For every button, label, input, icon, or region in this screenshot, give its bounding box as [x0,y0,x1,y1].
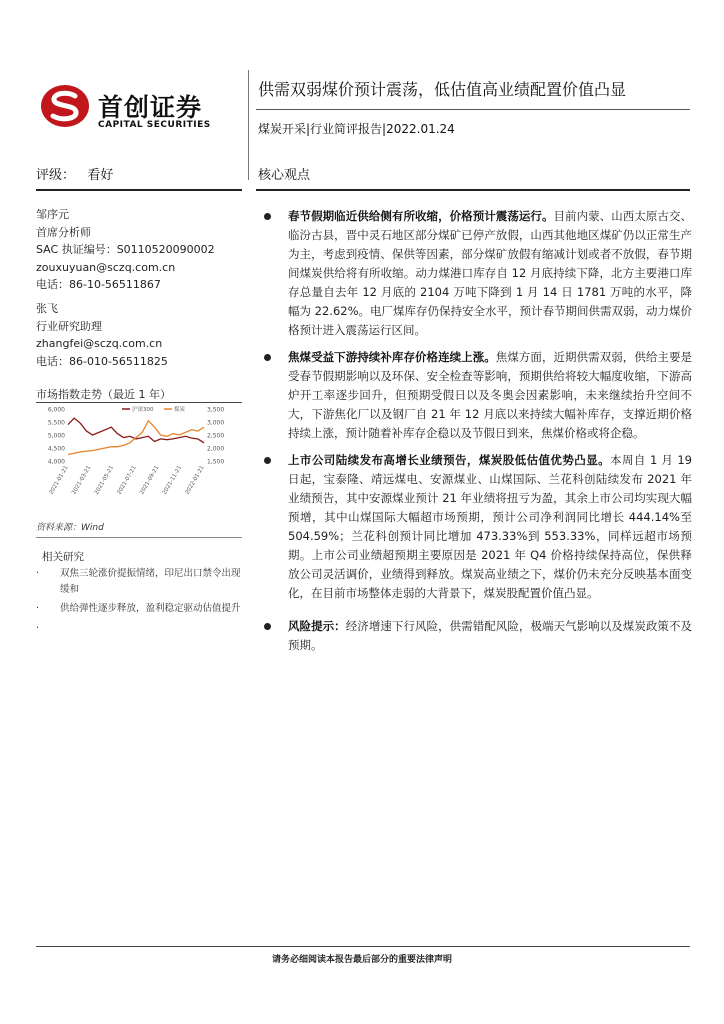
key-point-text: 焦煤方面，近期供需双弱，供给主要是受春节假期影响以及环保、安全检查等影响，预期供给将较大幅度收缩，下游高炉开工率逐步回升，但预期受假日以及冬奥会因素影响，未来继续抬升空间不大，下游焦化厂以及钢厂自 21 年 12 月底以来持续大幅补库存，支撑近期价格持续上涨，预计随着补库存企稳以及节假日到来，焦煤价格或将企稳。 [288,350,693,440]
risk-text: 经济增速下行风险，供需错配风险，极端天气影响以及煤炭政策不及预期。 [288,619,693,652]
right-axis-tick-label: 3,500 [207,406,225,414]
analyst-sac: SAC 执证编号：S0110520090002 [36,243,215,256]
key-point-text: 目前内蒙、山西太原古交、临汾古县，晋中灵石地区部分煤矿已停产放假，山西其他地区煤矿仍以正常生产为主，考虑到疫情、保供等因素，部分煤矿放假有缩减计划或者不放假，春节期间煤炭供给将有所收缩。动力煤港口库存自 12 月底持续下降，北方主要港口库存总量自去年 12 月底的 2104 万吨下降到 1 月 14 日 1781 万吨的水平，降幅为 22.62%。电厂煤库存仍保持安全水平，预计春节期间供需双弱，动力煤价格预计进入震荡运行区间。 [288,209,693,337]
right-axis-tick-label: 1,500 [207,458,225,466]
analyst-name: 张飞 [36,302,58,315]
related-item[interactable] [36,566,242,597]
logo-text-cn: 首创证券 [98,93,203,122]
analyst-phone: 电话：86-10-56511867 [36,278,161,291]
key-point [264,207,692,340]
related-item-text: 双焦三轮涨价提振情绪，印尼出口禁令出现缓和 [60,568,241,595]
key-point-lead: 春节假期临近供给侧有所收缩，价格预计震荡运行。 [288,209,554,223]
bullet-dot-icon [264,354,271,361]
analyst-phone: 电话：86-010-56511825 [36,354,168,368]
key-points-title: 核心观点 [258,168,311,183]
source-rule [36,537,242,538]
x-axis-tick-label: 2021-09-21 [139,465,161,496]
chart-series [68,418,204,454]
rating-label: 评级： 看好 [36,168,114,183]
key-point-lead: 焦煤受益下游持续补库存价格连续上涨。 [288,350,496,364]
related-item[interactable] [36,601,242,617]
analyst-email[interactable]: zhangfei@sczq.com.cn [36,337,163,350]
right-axis-ticks [207,407,224,466]
report-title: 供需双弱煤价预计震荡，低估值高业绩配置价值凸显 [258,80,627,99]
related-item-text: 供给弹性逐步释放，盈利稳定驱动估值提升 [60,603,241,614]
x-axis-tick-label: 2021-01-21 [48,465,70,496]
rating-rule [36,189,242,191]
key-point [264,348,692,443]
analyst-title: 行业研究助理 [36,319,102,333]
key-points-rule [256,189,690,191]
report-subtitle: 煤炭开采|行业简评报告|2022.01.24 [258,122,455,136]
related-research-list [36,566,242,634]
list-bullet: · [36,568,40,579]
bullet-dot-icon [264,457,271,464]
bullet-dot-icon [264,623,271,630]
key-points-list [264,207,692,663]
right-axis-tick-label: 2,000 [207,445,225,453]
key-point [264,451,692,603]
right-axis-tick-label: 2,500 [207,432,225,440]
left-axis-tick-label: 4,000 [47,458,65,466]
legal-disclaimer: 请务必细阅读本报告最后部分的重要法律声明 [271,955,452,965]
bullet-dot-icon [264,213,271,220]
logo-mark-icon [40,84,90,128]
key-point-lead: 上市公司陆续发布高增长业绩预告，煤炭股低估值优势凸显。 [288,453,611,467]
list-bullet: · [36,622,40,634]
x-axis-tick-label: 2021-11-21 [161,465,184,496]
x-axis-ticks [49,465,206,496]
risk-lead: 风险提示： [288,619,346,633]
series-line-煤炭 [68,421,204,455]
market-index-chart [36,403,242,515]
footer-rule [36,946,690,947]
left-axis-tick-label: 5,500 [47,419,65,427]
analyst-title: 首席分析师 [36,225,91,239]
logo-text-en: CAPITAL SECURITIES [98,120,211,130]
series-line-沪深300 [68,418,204,443]
right-axis-tick-label: 3,000 [207,419,225,427]
left-axis-ticks [48,407,65,466]
analyst-email[interactable]: zouxuyuan@sczq.com.cn [36,260,176,274]
key-point-text: 本周自 1 月 19 日起，宝泰隆、靖远煤电、安源煤业、山煤国际、兰花科创陆续发布 2021 年业绩预告，其中安源煤业预计 21 年业绩将扭亏为盈，其余上市公司均实现大幅预增，其中山煤国际大幅超市场预期，预计公司净利润同比增长 444.14%至 504.59%；兰花科创预计同比增加 473.33%到 553.33%，同样远超市场预期。上市公司业绩超预期主要原因是 2021 年 Q4 价格持续保持高位，保供释放公司灵活调价，业绩得到释放。煤炭高业绩之下，煤价仍未充分反映基本面变化，在目前市场整体走弱的大背景下，煤炭股配置价值凸显。 [288,453,692,600]
chart-title: 市场指数走势（最近 1 年） [36,388,171,401]
chart-source: 资料来源：Wind [36,523,104,533]
company-logo [40,84,240,132]
legend-label: 煤炭 [174,407,186,413]
title-rule [256,109,690,110]
header-divider [248,70,249,180]
x-axis-tick-label: 2021-07-21 [116,465,138,496]
left-axis-tick-label: 4,500 [47,445,65,453]
legend-label: 沪深300 [132,407,154,413]
x-axis-tick-label: 2021-03-21 [71,465,93,496]
x-axis-tick-label: 2021-05-21 [93,465,116,496]
left-axis-tick-label: 6,000 [47,406,65,414]
analyst-2 [36,300,168,370]
list-bullet: · [36,603,40,614]
analyst-1 [36,206,215,294]
x-axis-tick-label: 2022-01-21 [184,465,206,496]
analyst-name: 邹序元 [36,208,69,221]
left-axis-tick-label: 5,000 [47,432,65,440]
related-research-title: 相关研究 [42,551,84,563]
risk-warning [264,617,692,655]
chart-legend [122,405,186,413]
